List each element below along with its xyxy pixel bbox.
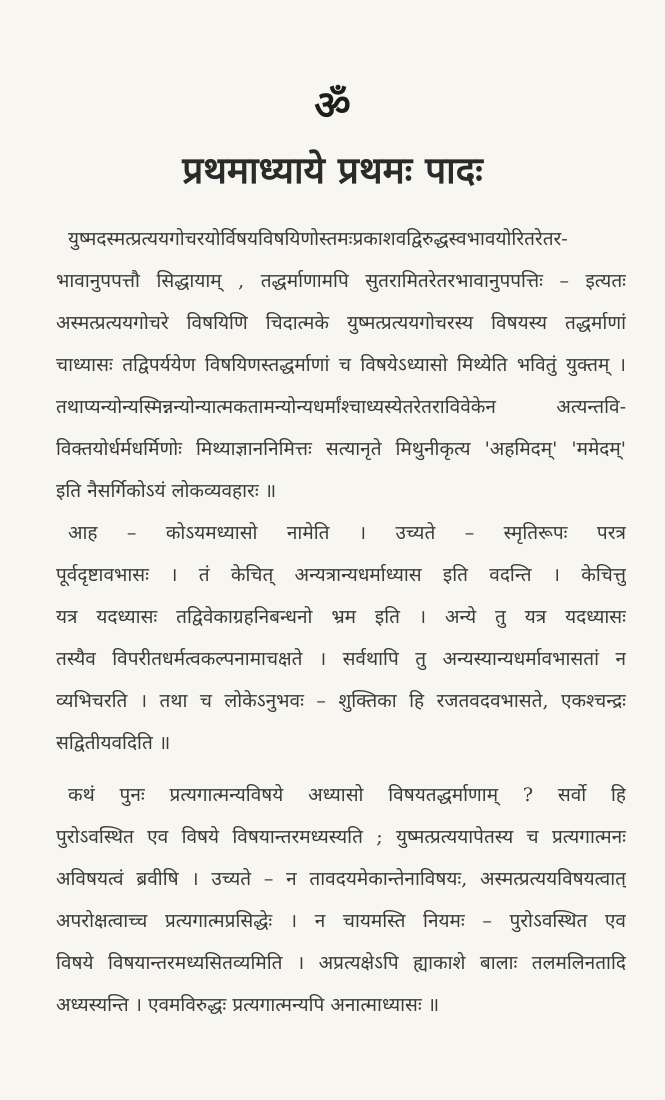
text-line: आह – कोऽयमध्यासो नामेति । उच्यते – स्मृतिरूपः परत्र — [68, 522, 626, 544]
om-symbol: ॐ — [314, 82, 351, 129]
text-line: चाध्यासः तद्विपर्ययेण विषयिणस्तद्धर्माणां च विषयेऽध्यासो मिथ्येति भवितुं युक्तम् । — [56, 354, 626, 376]
text-line: पुरोऽवस्थित एव विषये विषयान्तरमध्यस्यति ; युष्मत्प्रत्ययापेतस्य च प्रत्यगात्मनः — [56, 826, 626, 848]
text-line: पूर्वदृष्टावभासः । तं केचित् अन्यत्रान्यधर्माध्यास इति वदन्ति । केचित्तु — [56, 564, 626, 586]
text-line: अविषयत्वं ब्रवीषि । उच्यते – न तावदयमेकान्तेनाविषयः, अस्मत्प्रत्ययविषयत्वात् — [56, 868, 626, 890]
text-line: युष्मदस्मत्प्रत्ययगोचरयोर्विषयविषयिणोस्तमःप्रकाशवद्विरुद्धस्वभावयोरितरेतर- — [68, 228, 568, 250]
text-line: विक्तयोर्धर्मधर्मिणोः मिथ्याज्ञाननिमित्तः सत्यानृते मिथुनीकृत्य 'अहमिदम्' 'ममेदम्' — [56, 438, 626, 460]
text-line: कथं पुनः प्रत्यगात्मन्यविषये अध्यासो विषयतद्धर्माणाम् ? सर्वो हि — [68, 784, 626, 806]
chapter-title: प्रथमाध्याये प्रथमः पादः — [182, 148, 483, 192]
paragraph-1 — [56, 218, 626, 512]
text-line: इति नैसर्गिकोऽयं लोकव्यवहारः ॥ — [56, 480, 277, 502]
text-line: अध्यस्यन्ति । एवमविरुद्धः प्रत्यगात्मन्यपि अनात्माध्यासः ॥ — [56, 994, 440, 1016]
text-line: व्यभिचरति । तथा च लोकेऽनुभवः – शुक्तिका हि रजतवदवभासते, एकश्चन्द्रः — [56, 690, 626, 712]
text-line: अस्मत्प्रत्ययगोचरे विषयिणि चिदात्मके युष्मत्प्रत्ययगोचरस्य विषयस्य तद्धर्माणां — [56, 312, 626, 334]
text-line: अपरोक्षत्वाच्च प्रत्यगात्मप्रसिद्धेः । न चायमस्ति नियमः – पुरोऽवस्थित एव — [56, 910, 626, 932]
text-line: तस्यैव विपरीतधर्मत्वकल्पनामाचक्षते । सर्वथापि तु अन्यस्यान्यधर्मावभासतां न — [56, 648, 626, 670]
text-line: तथाप्यन्योन्यस्मिन्नन्योन्यात्मकतामन्योन्यधर्मांश्चाध्यस्येतरेतराविवेकेन अत्यन्तवि- — [56, 396, 626, 418]
paragraph-2 — [56, 512, 626, 764]
text-line: सद्वितीयवदिति ॥ — [56, 732, 171, 754]
paragraph-3 — [56, 774, 626, 1026]
text-line: यत्र यदध्यासः तद्विवेकाग्रहनिबन्धनो भ्रम इति । अन्ये तु यत्र यदध्यासः — [56, 606, 626, 628]
text-line: विषये विषयान्तरमध्यसितव्यमिति । अप्रत्यक्षेऽपि ह्याकाशे बालाः तलमलिनतादि — [56, 952, 626, 974]
text-line: भावानुपपत्तौ सिद्धायाम् , तद्धर्माणामपि सुतरामितरेतरभावानुपपत्तिः – इत्यतः — [56, 270, 626, 292]
